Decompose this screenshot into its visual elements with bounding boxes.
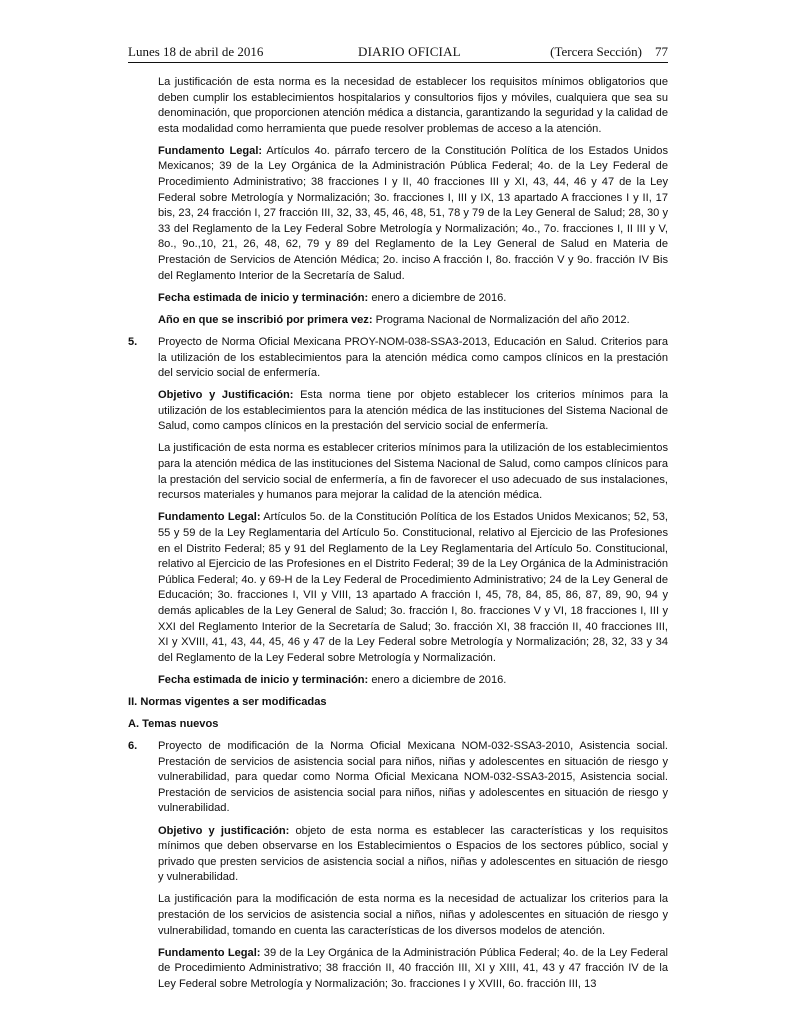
field-text: Artículos 5o. de la Constitución Política de los Estados Unidos Mexicanos; 52, 53, 55 y 59 de la Ley Reglamentaria del Artículo 5o. Constitucional, relativo al Ejercicio de las Profesiones en el Distrito Federal; 85 y 91 del Reglamento de la Ley Reglamentaria del Artículo 5o. Constitucional, relativo al Ejercicio de las Profesiones en el Distrito Federal; 39 de la Ley Orgánica de la Administración Pública Federal; 4o. y 69-H de la Ley Federal de Procedimiento Administrativo; 24 de la Ley General de Educación; 3o. fracciones I, VII y VIII, 13 apartado A fracción I, 45, 78, 84, 85, 86, 87, 89, 90, 94 y demás aplicables de la Ley General de Salud; 3o. fracción I, 8o. fracciones V y VI, 18 fracciones I, III y XXI del Reglamento Interior de la Secretaría de Salud; 3o. fracción XI, 38 fracción II, 40 fracciones III, XI y XVIII, 41, 43, 44, 45, 46 y 47 de la Ley Federal sobre Metrología y Normalización; 28, 32, 33 y 34 del Reglamento de la Ley Federal sobre Metrología y Normalización. <box>158 511 669 664</box>
field-label: Objetivo y justificación: <box>158 824 290 837</box>
field-text: Esta norma tiene por objeto establecer los criterios mínimos para la utilización de los establecimientos para la atención médica de las instituciones del Sistema Nacional de Salud, como campos clínicos en la prestación del servicio social de enfermería. <box>158 389 668 433</box>
paragraph <box>158 946 668 993</box>
field-text: 39 de la Ley Orgánica de la Administración Pública Federal; 4o. de la Ley Federal de Procedimiento Administrativo; 38 fracción II, 40 fracción III, XI y XIII, 41, 43 y 47 fracción IV de la Ley Federal sobre Metrología y Normalización; 3o. fracciones I y XVIII, 6o. fracción III, 13 <box>158 946 669 990</box>
paragraph: La justificación para la modificación de esta norma es la necesidad de actualizar los criterios para la prestación de los servicios de asistencia social a niños, niñas y adolescentes en situación de riesgo y vulnerabilidad, tomando en cuenta las características de los diversos modelos de atención. <box>158 893 668 937</box>
item-number: 6. <box>128 740 138 753</box>
paragraph: La justificación de esta norma es establecer criterios mínimos para la utilización de los establecimientos para la atención médica de las instituciones del Sistema Nacional de Salud, como campos clínicos para la prestación del servicio social de enfermería, a fin de favorecer el uso adecuado de sus instalaciones, recursos materiales y humanos para mejorar la calidad de la atención médica. <box>158 442 668 502</box>
field-label: Año en que se inscribió por primera vez: <box>158 313 373 326</box>
item-text: Proyecto de modificación de la Norma Oficial Mexicana NOM-032-SSA3-2010, Asistencia social. Prestación de servicios de asistencia social para niños, niñas y adolescentes en situación de riesgo y vulnerabilidad, para quedar como Norma Oficial Mexicana NOM-032-SSA3-2015, Asistencia social. Prestación de servicios de asistencia social para niños, niñas y adolescentes en situación de riesgo y vulnerabilidad. <box>158 740 668 815</box>
field-label: Objetivo y Justificación: <box>158 389 294 402</box>
document-body <box>128 75 668 999</box>
item-text: Proyecto de Norma Oficial Mexicana PROY-NOM-038-SSA3-2013, Educación en Salud. Criterios para la utilización de los establecimientos para la atención médica como campos clínicos en la prestación del servicio social de enfermería. <box>158 335 668 380</box>
field-text: enero a diciembre de 2016. <box>368 291 507 304</box>
paragraph <box>158 291 668 307</box>
paragraph <box>158 824 668 886</box>
field-label: Fecha estimada de inicio y terminación: <box>158 673 369 686</box>
paragraph: La justificación de esta norma es la necesidad de establecer los requisitos mínimos obligatorios que deben cumplir los establecimientos hospitalarios y consultorios fijos y móviles, cualquiera que sea su denominación, que proporcionen atención médica a distancia, garantizando la seguridad y la calidad de esta modalidad como herramienta que puede resolver problemas de acceso a la atención. <box>158 76 668 135</box>
list-item <box>128 335 668 382</box>
paragraph <box>158 510 668 666</box>
field-text: objeto de esta norma es establecer las características y los requisitos mínimos que deben observarse en los Establecimientos o Espacios de los sectores público, social y privado que presten servicios de asistencia social a niños, niñas y adolescentes en situación de riesgo y vulnerabilidad. <box>158 824 669 884</box>
field-text: Programa Nacional de Normalización del año 2012. <box>372 313 630 326</box>
field-label: Fecha estimada de inicio y terminación: <box>158 291 369 304</box>
page-header <box>128 44 668 62</box>
header-section-label: (Tercera Sección) <box>550 44 642 59</box>
field-label: Fundamento Legal: <box>158 511 261 524</box>
item-number: 5. <box>128 335 138 348</box>
section-heading: II. Normas vigentes a ser modificadas <box>128 695 327 708</box>
field-text: enero a diciembre de 2016. <box>368 673 507 686</box>
header-date: Lunes 18 de abril de 2016 <box>128 44 264 59</box>
header-page-number: 77 <box>655 44 668 59</box>
paragraph <box>158 144 668 284</box>
subsection-heading: A. Temas nuevos <box>128 717 219 730</box>
list-item <box>128 739 668 817</box>
header-title: DIARIO OFICIAL <box>358 44 461 59</box>
header-rule <box>128 62 668 63</box>
header-section <box>550 44 668 60</box>
paragraph <box>158 313 668 329</box>
paragraph <box>158 673 668 689</box>
field-label: Fundamento Legal: <box>158 144 263 157</box>
field-label: Fundamento Legal: <box>158 946 261 959</box>
field-text: Artículos 4o. párrafo tercero de la Constitución Política de los Estados Unidos Mexicanos; 39 de la Ley Orgánica de la Administración Pública Federal; 4o. de la Ley Federal de Procedimiento Administrativo; 38 fracciones I y II, 40 fracciones III y XI, 43, 44, 46 y 47 de la Ley Federal sobre Metrología y Normalización; 3o. fracciones I, III y IX, 13 apartado A fracciones I y II, 17 bis, 23, 24 fracción I, 27 fracción III, 32, 33, 45, 46, 48, 51, 78 y 79 de la Ley General de Salud; 28, 30 y 33 del Reglamento de la Ley Federal Sobre Metrología y Normalización; 4o., 7o. fracciones I, II III y V, 8o., 9o.,10, 21, 26, 48, 62, 79 y 89 del Reglamento de la Ley General de Salud en Materia de Prestación de Servicios de Atención Médica; 2o. inciso A fracción I, 8o. fracción V y 9o. fracción IV Bis del Reglamento Interior de la Secretaría de Salud. <box>158 144 669 282</box>
paragraph <box>158 388 668 435</box>
